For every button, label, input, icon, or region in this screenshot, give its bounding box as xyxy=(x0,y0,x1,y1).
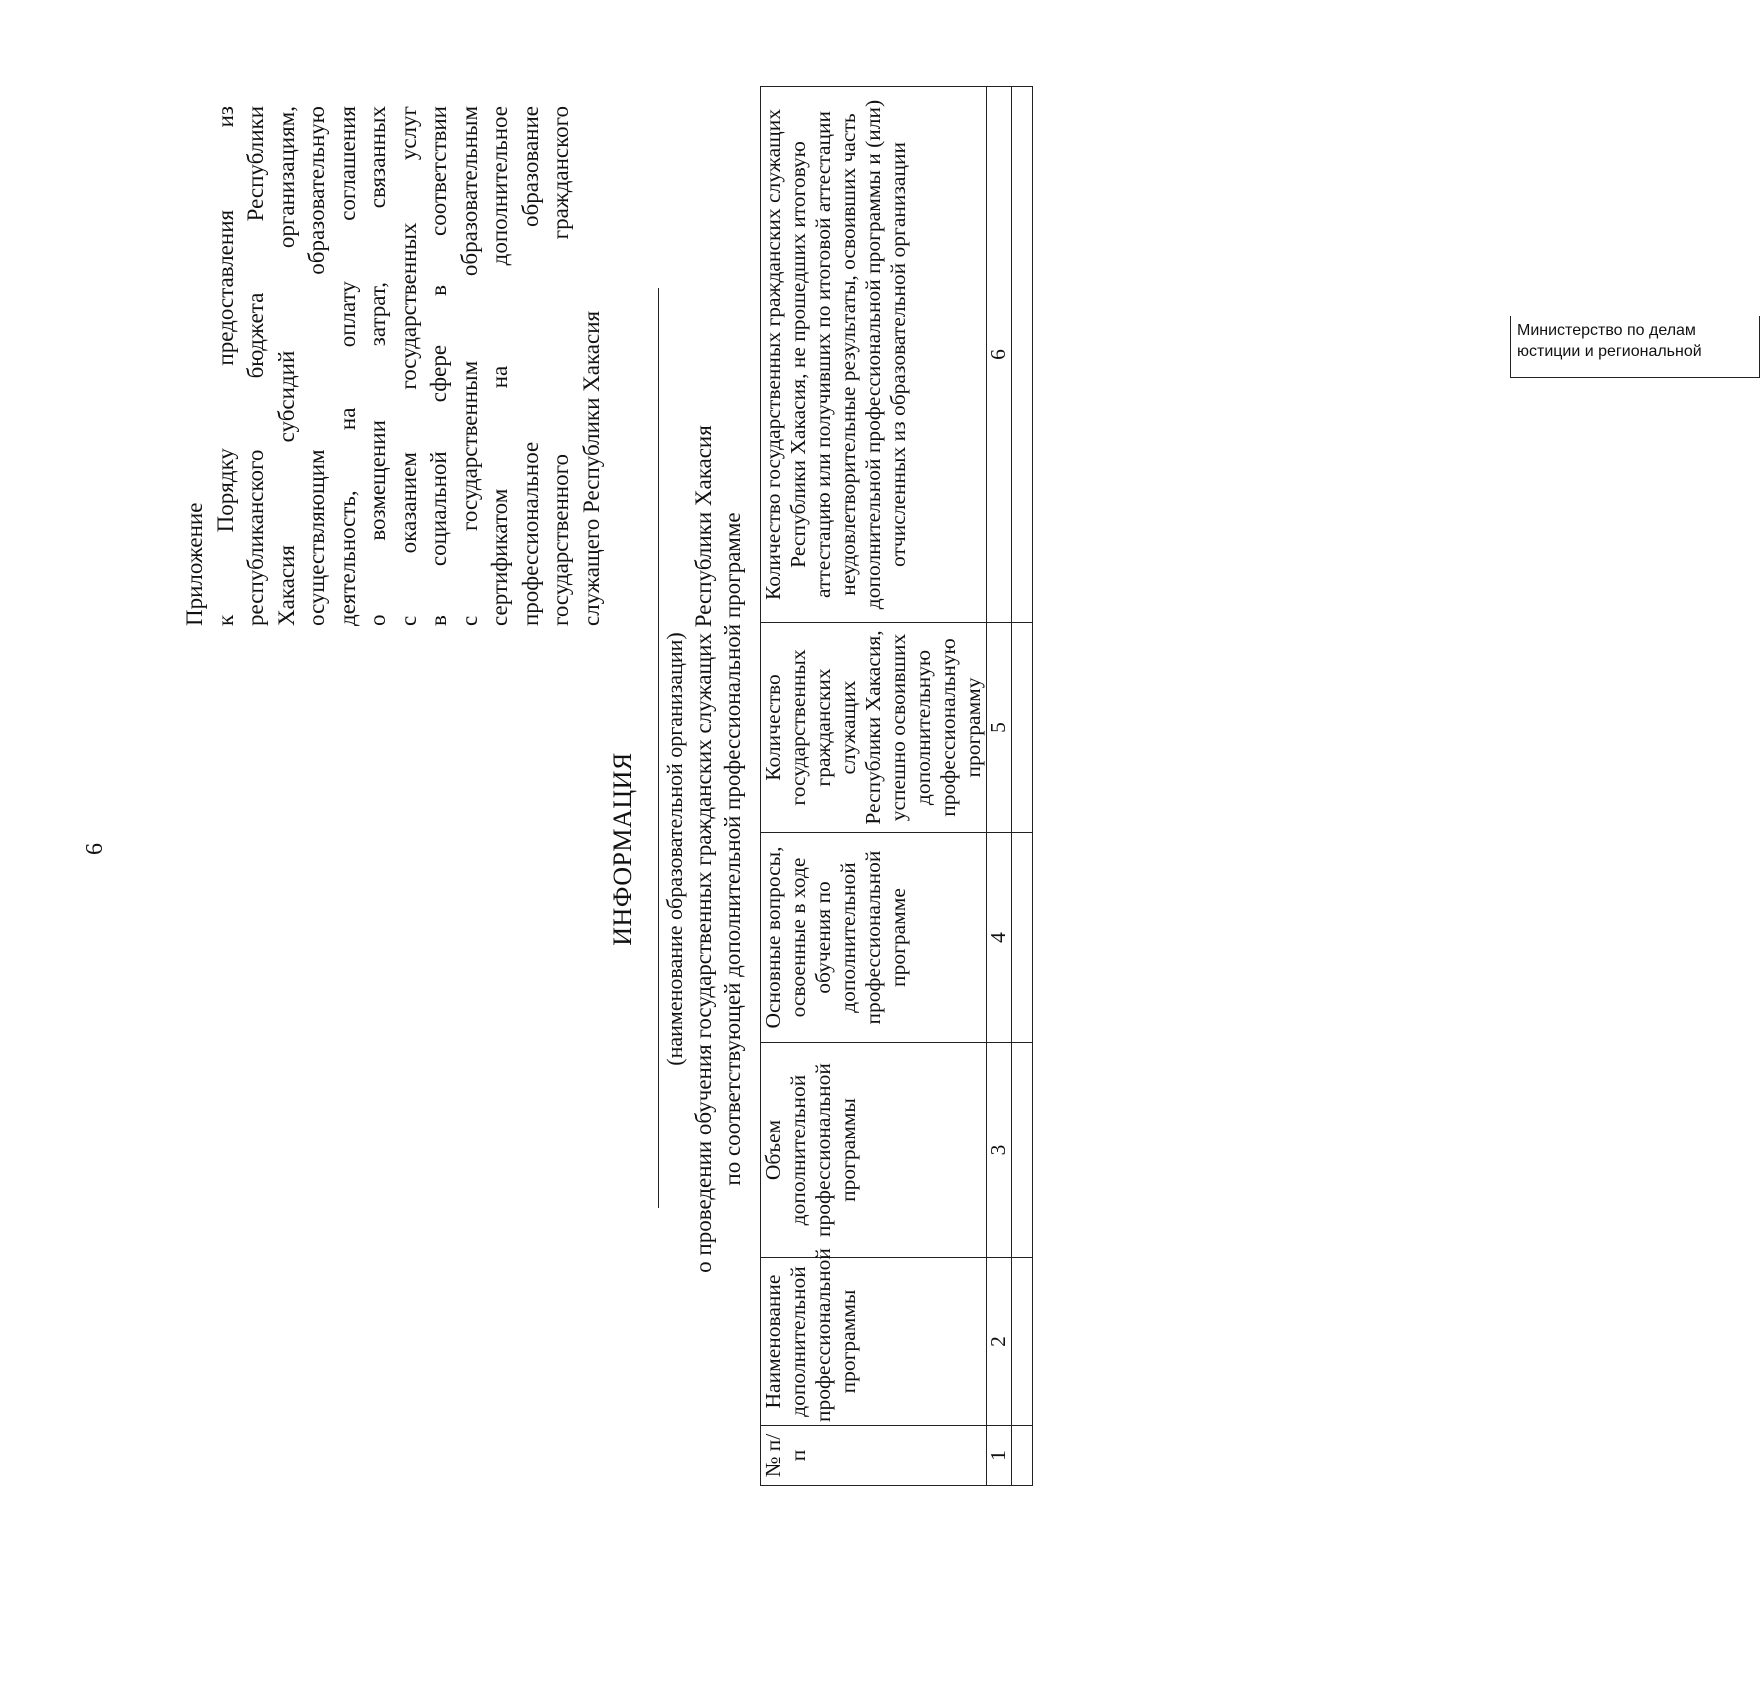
table-cell xyxy=(1012,833,1033,1043)
appendix-line: о возмещении затрат, связанных xyxy=(365,106,390,626)
stamp-line: юстиции и региональной xyxy=(1517,343,1702,360)
appendix-line: осуществляющим образовательную xyxy=(304,106,329,626)
table-cell xyxy=(1012,1426,1033,1486)
header-program-name: Наименование дополнительной профессиональной программы xyxy=(761,1258,987,1426)
appendix-line: профессиональное образование xyxy=(517,106,543,626)
table-row xyxy=(1012,87,1033,1486)
column-number: 3 xyxy=(987,1043,1012,1258)
header-program-volume: Объем дополнительной профессиональной программы xyxy=(761,1043,987,1258)
appendix-line: к Порядку предоставления из xyxy=(212,106,238,626)
training-info-table xyxy=(760,86,1033,1486)
appendix-line: сертификатом на дополнительное xyxy=(487,106,512,626)
header-successful-count: Количество государственных гражданских служащих Республики Хакасия, успешно освоивших дополнительную профессиональную программу xyxy=(761,623,987,833)
appendix-line: с государственным образовательным xyxy=(456,106,482,626)
header-main-topics: Основные вопросы, освоенные в ходе обучения по дополнительной профессиональной программе xyxy=(761,833,987,1043)
appendix-line: с оказанием государственных услуг xyxy=(395,106,421,626)
subtitle-line: по соответствующей дополнительной профессиональной программе xyxy=(720,512,745,1186)
appendix-line: государственного гражданского xyxy=(548,106,573,626)
table-header-row xyxy=(761,87,987,1486)
column-number: 4 xyxy=(987,833,1012,1043)
org-name-caption: (наименование образовательной организации) xyxy=(662,632,687,1066)
page-number: 6 xyxy=(82,843,108,855)
document-subtitle xyxy=(689,0,747,1698)
column-number: 5 xyxy=(987,623,1012,833)
stamp-line: Министерство по делам xyxy=(1517,322,1696,339)
subtitle-line: о проведении обучения государственных гражданских служащих Республики Хакасия xyxy=(691,425,716,1273)
appendix-note xyxy=(180,106,607,626)
appendix-line: Хакасия субсидий организациям, xyxy=(273,106,299,626)
table-cell xyxy=(1012,623,1033,833)
appendix-line: республиканского бюджета Республики xyxy=(243,106,268,626)
header-unsuccessful-count: Количество государственных гражданских служащих Республики Хакасия, не прошедших итоговую аттестацию или получивших по итоговой аттестации неудовлетворительные результаты, освоивших часть дополнительной профессиональной программы и (или) отчисленных из образовательной организации xyxy=(761,87,987,623)
org-name-underline xyxy=(658,288,659,1208)
appendix-line: в социальной сфере в соответствии xyxy=(426,106,451,626)
appendix-line: Приложение xyxy=(182,502,207,626)
column-number: 1 xyxy=(987,1426,1012,1486)
header-number: № п/п xyxy=(761,1426,987,1486)
appendix-line: деятельность, на оплату соглашения xyxy=(334,106,360,626)
appendix-line: служащего Республики Хакасия xyxy=(578,310,604,626)
table-cell xyxy=(1012,1043,1033,1258)
column-number: 6 xyxy=(987,87,1012,623)
table-cell xyxy=(1012,1258,1033,1426)
table-column-numbers-row xyxy=(987,87,1012,1486)
ministry-stamp xyxy=(1510,316,1760,378)
document-title: ИНФОРМАЦИЯ xyxy=(608,752,637,946)
column-number: 2 xyxy=(987,1258,1012,1426)
table-cell xyxy=(1012,87,1033,623)
